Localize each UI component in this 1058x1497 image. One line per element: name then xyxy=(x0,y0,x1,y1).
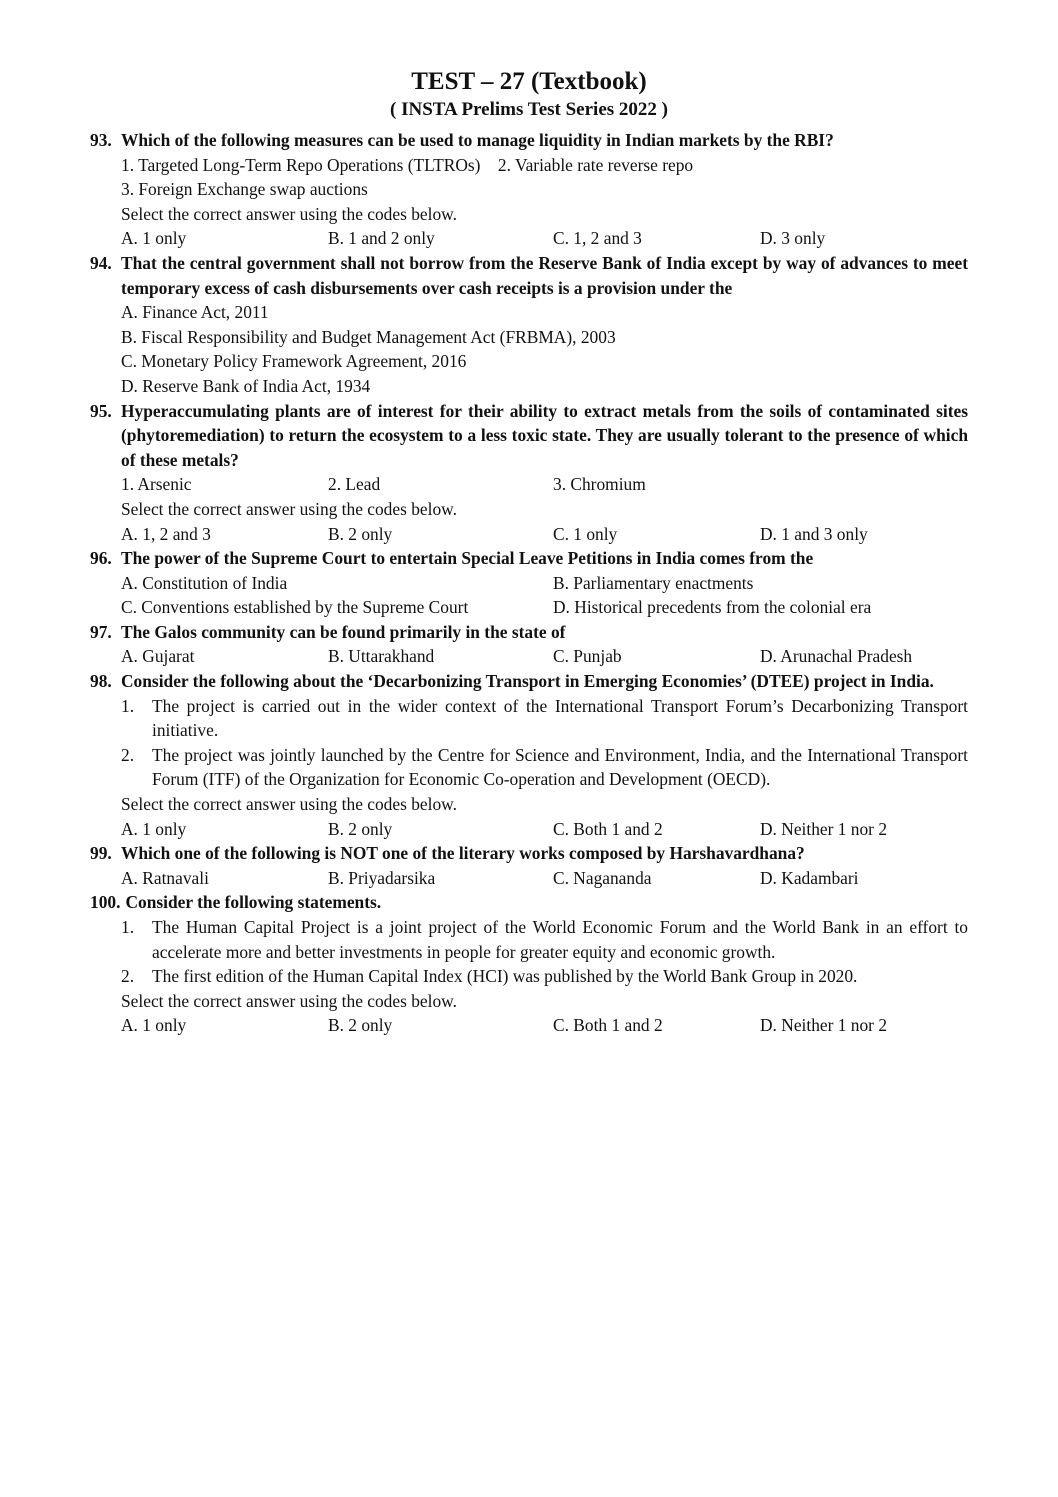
statement-text: The Human Capital Project is a joint project of the World Economic Forum and the World Bank in an effort to accelerate more and better investments in people for greater equity and economic growth. xyxy=(152,917,968,962)
option-c: C. 1, 2 and 3 xyxy=(553,228,642,249)
options xyxy=(90,522,968,547)
options xyxy=(90,571,968,596)
question-98 xyxy=(90,669,968,694)
question-stem: The power of the Supreme Court to entertain Special Leave Petitions in India comes from the xyxy=(121,548,814,569)
option-c: C. Both 1 and 2 xyxy=(553,1015,663,1036)
question-97 xyxy=(90,620,968,645)
question-number: 94. xyxy=(90,252,112,273)
option-c: C. Both 1 and 2 xyxy=(553,818,663,839)
question-stem: Which one of the following is NOT one of the literary works composed by Harshavardhana? xyxy=(121,843,805,864)
question-93 xyxy=(90,128,968,153)
item: 2. Variable rate reverse repo xyxy=(497,154,694,175)
option-a: A. 1 only xyxy=(121,228,187,249)
item: 3. Chromium xyxy=(553,474,646,495)
option-b: B. Fiscal Responsibility and Budget Management Act (FRBMA), 2003 xyxy=(121,326,616,347)
question-stem: The Galos community can be found primarily in the state of xyxy=(121,621,566,642)
options xyxy=(90,866,968,891)
option-b: B. Uttarakhand xyxy=(328,646,435,667)
item-row xyxy=(90,153,968,178)
option-a: A. Constitution of India xyxy=(121,572,288,593)
option-b: B. 2 only xyxy=(328,1015,393,1036)
option-d: D. Neither 1 nor 2 xyxy=(760,1015,888,1036)
question-number: 99. xyxy=(90,843,112,864)
item: 3. Foreign Exchange swap auctions xyxy=(121,179,368,200)
item: 1. Arsenic xyxy=(121,474,192,495)
page-subtitle: ( INSTA Prelims Test Series 2022 ) xyxy=(390,99,668,120)
instruction: Select the correct answer using the codes below. xyxy=(121,203,457,224)
question-number: 100. xyxy=(90,892,121,913)
question-number: 97. xyxy=(90,621,112,642)
question-stem: Consider the following about the ‘Decarbonizing Transport in Emerging Economies’ (DTEE) project in India. xyxy=(121,671,934,692)
option-a: A. 1 only xyxy=(121,1015,187,1036)
statement-number: 2. xyxy=(121,744,135,765)
option-a: A. Ratnavali xyxy=(121,867,209,888)
option-b: B. 2 only xyxy=(328,523,393,544)
option-c: C. Punjab xyxy=(553,646,622,667)
option-a: A. 1, 2 and 3 xyxy=(121,523,211,544)
option-d: D. Historical precedents from the colonial era xyxy=(553,597,872,618)
statement xyxy=(90,743,968,792)
options xyxy=(90,1013,968,1038)
option-d: D. Neither 1 nor 2 xyxy=(760,818,888,839)
option-a: A. Finance Act, 2011 xyxy=(121,302,269,323)
document-page xyxy=(90,66,968,1038)
question-96 xyxy=(90,546,968,571)
option-d: D. Arunachal Pradesh xyxy=(760,646,913,667)
statement-text: The project is carried out in the wider context of the International Transport Forum’s Decarbonizing Transport initiative. xyxy=(152,695,968,741)
question-number: 95. xyxy=(90,400,112,421)
options xyxy=(90,226,968,251)
question-100 xyxy=(90,890,968,915)
question-stem: Consider the following statements. xyxy=(125,892,382,913)
statement xyxy=(90,694,968,743)
options xyxy=(90,595,968,620)
option-c: C. Nagananda xyxy=(553,867,652,888)
question-number: 96. xyxy=(90,548,112,569)
option-d: D. Kadambari xyxy=(760,867,859,888)
question-94 xyxy=(90,251,968,300)
option-c: C. 1 only xyxy=(553,523,618,544)
options xyxy=(90,644,968,669)
option-c: C. Monetary Policy Framework Agreement, 2016 xyxy=(121,351,467,372)
option-b: B. Parliamentary enactments xyxy=(553,572,754,593)
option-d: D. Reserve Bank of India Act, 1934 xyxy=(121,375,371,396)
question-number: 93. xyxy=(90,130,112,150)
question-95 xyxy=(90,399,968,473)
question-stem: Hyperaccumulating plants are of interest for their ability to extract metals from the soils of contaminated sites (phytoremediation) to return the ecosystem to a less toxic state. They are usually tolerant to the presence of which of these metals? xyxy=(121,400,968,470)
items xyxy=(90,472,968,497)
option-a: A. 1 only xyxy=(121,818,187,839)
item: 1. Targeted Long-Term Repo Operations (TLTROs) xyxy=(121,154,481,175)
statement-number: 1. xyxy=(121,695,135,716)
option-a: A. Gujarat xyxy=(121,646,195,667)
statement xyxy=(90,964,968,989)
instruction: Select the correct answer using the codes below. xyxy=(121,794,457,815)
options xyxy=(90,817,968,842)
page-title: TEST – 27 (Textbook) xyxy=(411,68,647,95)
item: 2. Lead xyxy=(328,474,381,495)
option-b: B. Priyadarsika xyxy=(328,867,436,888)
question-number: 98. xyxy=(90,671,112,692)
option-d: D. 1 and 3 only xyxy=(760,523,868,544)
instruction: Select the correct answer using the codes below. xyxy=(121,498,457,519)
option-b: B. 1 and 2 only xyxy=(328,228,435,249)
question-99 xyxy=(90,841,968,866)
statement-text: The project was jointly launched by the Centre for Science and Environment, India, and the International Transport Forum (ITF) of the Organization for Economic Co-operation and Development (OECD). xyxy=(152,744,968,790)
statement-number: 1. xyxy=(121,917,135,937)
option-d: D. 3 only xyxy=(760,228,826,249)
statement-text: The first edition of the Human Capital Index (HCI) was published by the World Bank Group in 2020. xyxy=(152,966,858,987)
instruction: Select the correct answer using the codes below. xyxy=(121,990,457,1011)
option-c: C. Conventions established by the Supreme Court xyxy=(121,597,469,618)
statement-number: 2. xyxy=(121,966,135,987)
statement xyxy=(90,915,968,964)
question-stem: Which of the following measures can be used to manage liquidity in Indian markets by the RBI? xyxy=(121,130,834,150)
option-b: B. 2 only xyxy=(328,818,393,839)
question-stem: That the central government shall not borrow from the Reserve Bank of India except by way of advances to meet temporary excess of cash disbursements over cash receipts is a provision under the xyxy=(121,252,968,298)
